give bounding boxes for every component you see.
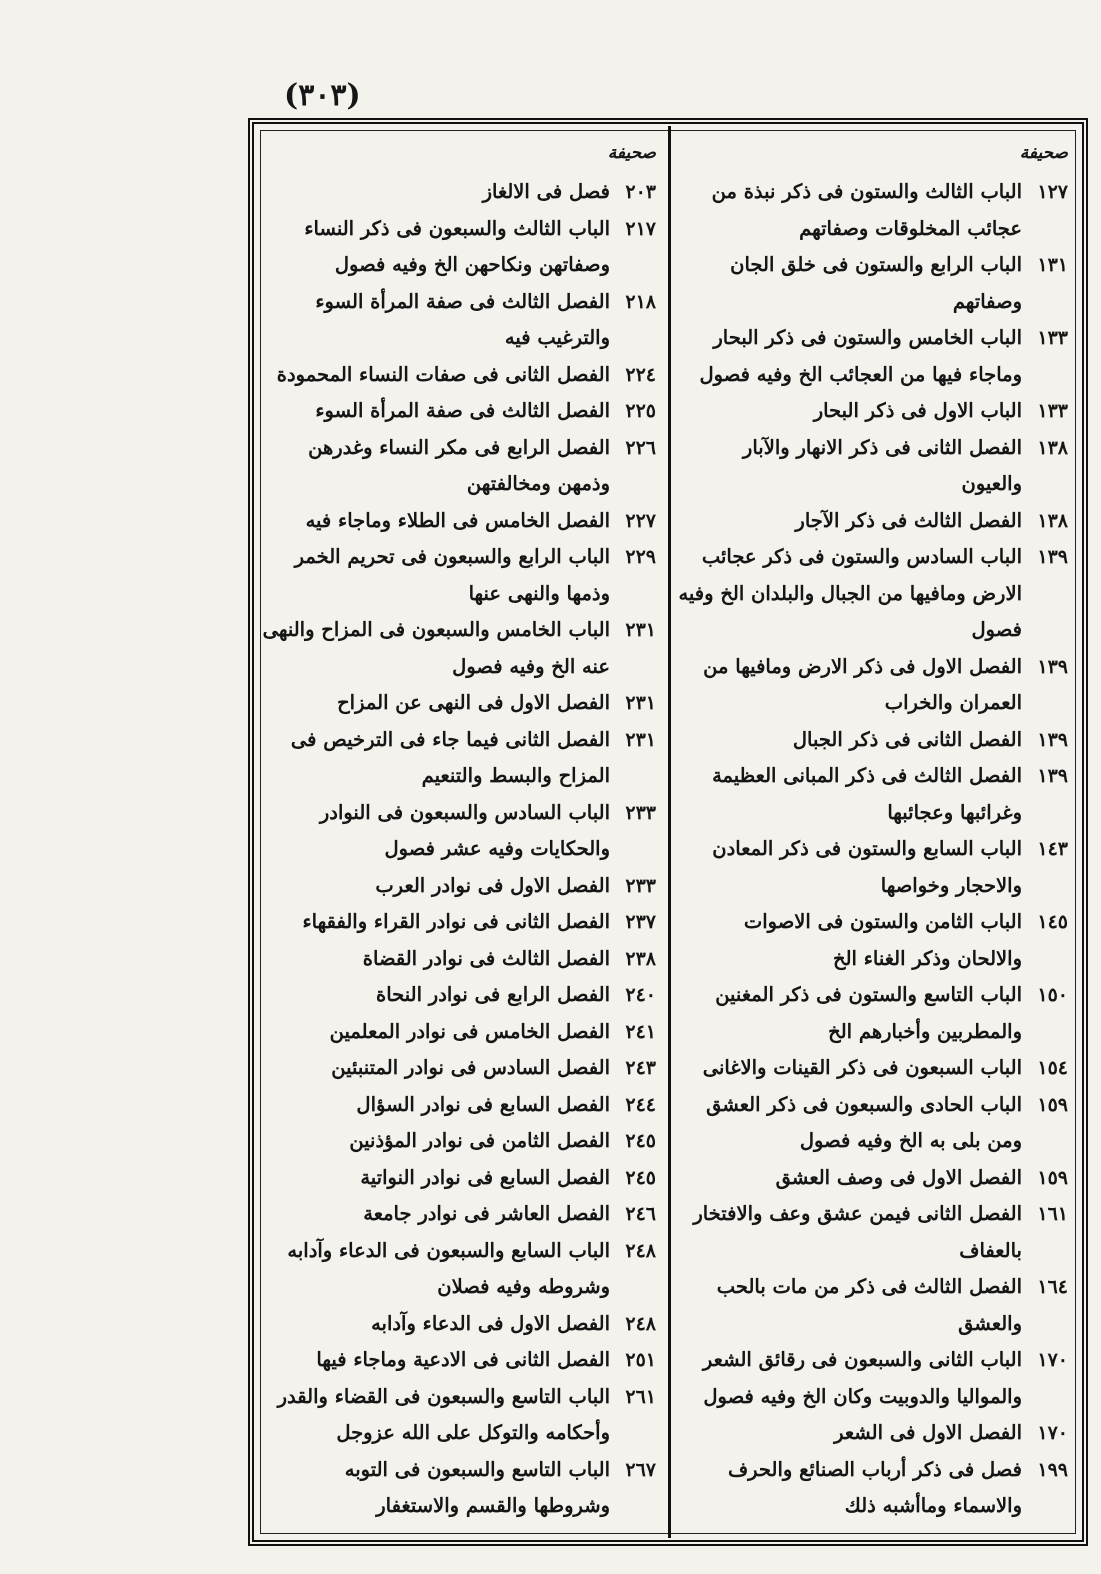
entry-title: الفصل الثالث فى ذكر الآجار xyxy=(795,508,1022,532)
entry-title: الفصل الرابع فى مكر النساء وغدرهن وذمهن ومخالفتهن xyxy=(308,435,610,495)
toc-entry xyxy=(676,904,1072,977)
toc-entry xyxy=(262,722,660,795)
entry-page-number: ١٣٩ xyxy=(1037,765,1068,787)
toc-entry xyxy=(262,393,660,430)
entry-page-number: ١٦١ xyxy=(1037,1203,1068,1225)
right-column xyxy=(676,140,1072,1525)
entry-title: الفصل الاول فى النهى عن المزاح xyxy=(337,691,610,714)
toc-entry xyxy=(676,722,1072,759)
toc-entry xyxy=(676,1050,1072,1087)
entry-title: الباب الخامس والستون فى ذكر البحار وماجاء فيها من العجائب الخ وفيه فصول xyxy=(699,326,1022,386)
entry-title: الفصل الثالث فى ذكر من مات بالحب والعشق xyxy=(716,1275,1022,1335)
entry-page-number: ١٣٣ xyxy=(1037,400,1068,422)
entry-title: الفصل السابع فى نوادر النواتية xyxy=(360,1165,610,1189)
entry-title: الفصل الثانى فيما جاء فى الترخيص فى المزاح والبسط والتنعيم xyxy=(290,727,610,787)
entry-title: الفصل الثانى فى صفات النساء المحمودة xyxy=(276,362,610,386)
toc-entry xyxy=(676,1160,1072,1197)
toc-entry xyxy=(676,831,1072,904)
toc-entry xyxy=(262,685,660,722)
entry-page-number: ٢٢٤ xyxy=(625,363,656,386)
entry-page-number: ١٣١ xyxy=(1037,254,1068,276)
entry-title: الباب التاسع والستون فى ذكر المغنين والمطربين وأخبارهم الخ xyxy=(715,983,1022,1043)
entry-page-number: ٢٢٧ xyxy=(625,509,656,532)
entry-title: الفصل الثانى فيمن عشق وعف والافتخار بالعفاف xyxy=(693,1202,1022,1262)
entry-title: فصل فى الالغاز xyxy=(482,180,610,203)
entry-page-number: ١٩٩ xyxy=(1037,1458,1068,1481)
entry-title: الفصل الثالث فى ذكر المبانى العظيمة وغرائبها وعجائبها xyxy=(712,764,1022,824)
toc-entry xyxy=(262,1014,660,1051)
column-divider xyxy=(668,126,671,1538)
entry-page-number: ٢١٧ xyxy=(625,217,656,240)
entry-page-number: ٢٣١ xyxy=(625,692,656,714)
toc-entry xyxy=(262,430,660,503)
entry-title: الفصل الثالث فى نوادر القضاة xyxy=(362,946,610,970)
toc-entry xyxy=(262,1123,660,1160)
entry-page-number: ٢٥١ xyxy=(625,1349,656,1371)
entry-page-number: ٢٤١ xyxy=(625,1020,656,1043)
toc-entry xyxy=(262,503,660,540)
entry-page-number: ١٢٧ xyxy=(1037,181,1068,203)
toc-entry xyxy=(262,977,660,1014)
toc-entry xyxy=(262,1160,660,1197)
entry-page-number: ٢٤٨ xyxy=(625,1312,656,1335)
entry-page-number: ٢٤٥ xyxy=(625,1166,656,1189)
entry-title: الفصل الثانى فى الادعية وماجاء فيها xyxy=(316,1348,610,1371)
toc-entry xyxy=(676,430,1072,503)
entry-title: الباب التاسع والسبعون فى القضاء والقدر وأحكامه والتوكل على الله عزوجل xyxy=(277,1384,610,1444)
entry-title: الفصل الثانى فى ذكر الجبال xyxy=(792,727,1022,751)
toc-entry xyxy=(676,503,1072,540)
entry-page-number: ٢٣١ xyxy=(625,619,656,641)
toc-entry xyxy=(676,174,1072,247)
toc-entry xyxy=(262,1196,660,1233)
entry-title: الفصل الاول فى وصف العشق xyxy=(775,1165,1022,1189)
toc-entry xyxy=(676,320,1072,393)
entry-page-number: ٢٢٥ xyxy=(625,400,656,422)
toc-list-right xyxy=(676,174,1072,1525)
entry-page-number: ١٥٩ xyxy=(1037,1093,1068,1116)
toc-entry xyxy=(676,247,1072,320)
toc-list-left xyxy=(262,174,660,1525)
toc-entry xyxy=(262,174,660,211)
toc-entry xyxy=(676,539,1072,649)
toc-entry xyxy=(262,941,660,978)
entry-title: الباب الثامن والستون فى الاصوات والالحان وذكر الغناء الخ xyxy=(743,910,1022,970)
toc-entry xyxy=(676,1415,1072,1452)
entry-page-number: ٢٤٤ xyxy=(625,1093,656,1116)
entry-page-number: ٢٠٣ xyxy=(625,181,656,203)
toc-entry xyxy=(676,1452,1072,1525)
column-header: صحيفة xyxy=(607,143,656,163)
entry-title: الفصل العاشر فى نوادر جامعة xyxy=(363,1202,610,1225)
entry-title: الباب السادس والستون فى ذكر عجائب الارض ومافيها من الجبال والبلدان الخ وفيه فصول xyxy=(678,545,1022,641)
page-number: (٣٠٣) xyxy=(284,78,361,113)
entry-page-number: ٢٤٥ xyxy=(625,1130,656,1152)
toc-entry xyxy=(262,612,660,685)
entry-page-number: ١٣٩ xyxy=(1037,655,1068,678)
entry-page-number: ٢٤٨ xyxy=(625,1239,656,1262)
entry-page-number: ٢٤٣ xyxy=(625,1057,656,1079)
toc-entry xyxy=(262,1087,660,1124)
entry-title: الباب الرابع والسبعون فى تحريم الخمر وذمها والنهى عنها xyxy=(294,545,610,605)
entry-page-number: ٢٣٧ xyxy=(625,911,656,933)
entry-page-number: ١٥٤ xyxy=(1037,1057,1068,1079)
entry-page-number: ٢٢٦ xyxy=(625,436,656,459)
entry-page-number: ٢٤٦ xyxy=(625,1203,656,1225)
toc-entry xyxy=(262,795,660,868)
entry-page-number: ٢٣١ xyxy=(625,728,656,751)
entry-page-number: ١٣٣ xyxy=(1037,327,1068,349)
entry-title: الفصل الاول فى ذكر الارض ومافيها من العمران والخراب xyxy=(703,654,1022,714)
entry-page-number: ٢٦٧ xyxy=(625,1458,656,1481)
entry-page-number: ١٧٠ xyxy=(1037,1422,1068,1444)
entry-title: الباب السابع والسبعون فى الدعاء وآدابه وشروطه وفيه فصلان xyxy=(287,1238,610,1298)
entry-title: فصل فى ذكر أرباب الصنائع والحرف والاسماء وماأشبه ذلك xyxy=(727,1457,1022,1517)
toc-entry xyxy=(676,1342,1072,1415)
toc-entry xyxy=(262,1050,660,1087)
entry-page-number: ١٦٤ xyxy=(1037,1276,1068,1298)
entry-title: الفصل الاول فى الدعاء وآدابه xyxy=(371,1311,610,1335)
toc-entry xyxy=(262,1233,660,1306)
entry-page-number: ١٣٩ xyxy=(1037,546,1068,568)
entry-title: الباب الحادى والسبعون فى ذكر العشق ومن بلى به الخ وفيه فصول xyxy=(706,1092,1022,1152)
entry-page-number: ٢٣٨ xyxy=(625,947,656,970)
entry-title: الفصل الاول فى نوادر العرب xyxy=(375,873,610,897)
entry-page-number: ١٣٩ xyxy=(1037,728,1068,751)
toc-entry xyxy=(262,904,660,941)
entry-page-number: ٢٢٩ xyxy=(625,546,656,568)
entry-page-number: ١٥٩ xyxy=(1037,1166,1068,1189)
toc-entry xyxy=(262,1342,660,1379)
column-header: صحيفة xyxy=(1019,143,1068,163)
entry-title: الباب السادس والسبعون فى النوادر والحكايات وفيه عشر فصول xyxy=(319,800,610,860)
entry-page-number: ١٥٠ xyxy=(1037,984,1068,1006)
entry-title: الفصل الثالث فى صفة المرأة السوء والترغيب فيه xyxy=(315,289,610,349)
toc-entry xyxy=(262,357,660,394)
entry-title: الفصل الثالث فى صفة المرأة السوء xyxy=(315,399,610,422)
entry-title: الباب الثالث والستون فى ذكر نبذة من عجائب المخلوقات وصفاتهم xyxy=(711,180,1022,240)
left-column xyxy=(262,140,660,1525)
entry-title: الباب السبعون فى ذكر القينات والاغانى xyxy=(702,1056,1022,1079)
toc-entry xyxy=(676,1087,1072,1160)
toc-entry xyxy=(262,1452,660,1525)
entry-page-number: ١٤٥ xyxy=(1037,911,1068,933)
entry-title: الفصل الثانى فى ذكر الانهار والآبار والعيون xyxy=(742,435,1022,495)
toc-entry xyxy=(676,1196,1072,1269)
entry-title: الباب الاول فى ذكر البحار xyxy=(813,399,1022,422)
toc-entry xyxy=(676,977,1072,1050)
entry-title: الباب التاسع والسبعون فى التوبه وشروطها والقسم والاستغفار xyxy=(344,1457,610,1517)
entry-title: الفصل السابع فى نوادر السؤال xyxy=(356,1092,610,1116)
entry-title: الباب السابع والستون فى ذكر المعادن والاحجار وخواصها xyxy=(712,837,1022,897)
toc-entry xyxy=(262,211,660,284)
toc-entry xyxy=(676,393,1072,430)
entry-page-number: ٢١٨ xyxy=(625,290,656,313)
entry-title: الفصل السادس فى نوادر المتنبئين xyxy=(331,1056,610,1079)
entry-page-number: ١٧٠ xyxy=(1037,1349,1068,1371)
entry-title: الفصل الثانى فى نوادر القراء والفقهاء xyxy=(302,910,610,933)
entry-title: الباب الثانى والسبعون فى رقائق الشعر والمواليا والدوبيت وكان الخ وفيه فصول xyxy=(702,1348,1022,1408)
entry-title: الفصل الاول فى الشعر xyxy=(834,1421,1022,1444)
entry-title: الفصل الرابع فى نوادر النحاة xyxy=(376,983,610,1006)
entry-title: الفصل الخامس فى الطلاء وماجاء فيه xyxy=(305,508,610,532)
entry-page-number: ١٣٨ xyxy=(1037,509,1068,532)
entry-page-number: ٢٣٣ xyxy=(625,801,656,824)
entry-page-number: ١٣٨ xyxy=(1037,436,1068,459)
toc-entry xyxy=(676,1269,1072,1342)
entry-page-number: ٢٣٣ xyxy=(625,874,656,897)
entry-page-number: ١٤٣ xyxy=(1037,838,1068,860)
entry-title: الباب الثالث والسبعون فى ذكر النساء وصفاتهن ونكاحهن الخ وفيه فصول xyxy=(304,216,610,276)
toc-entry xyxy=(676,758,1072,831)
toc-entry xyxy=(262,284,660,357)
entry-page-number: ٢٦١ xyxy=(625,1385,656,1408)
entry-title: الباب الرابع والستون فى خلق الجان وصفاتهم xyxy=(730,253,1022,313)
toc-entry xyxy=(262,1379,660,1452)
toc-entry xyxy=(262,1306,660,1343)
entry-title: الفصل الثامن فى نوادر المؤذنين xyxy=(349,1129,610,1152)
toc-entry xyxy=(262,868,660,905)
toc-entry xyxy=(676,649,1072,722)
entry-page-number: ٢٤٠ xyxy=(625,984,656,1006)
toc-entry xyxy=(262,539,660,612)
entry-title: الفصل الخامس فى نوادر المعلمين xyxy=(329,1019,610,1043)
entry-title: الباب الخامس والسبعون فى المزاح والنهى عنه الخ وفيه فصول xyxy=(262,618,610,678)
